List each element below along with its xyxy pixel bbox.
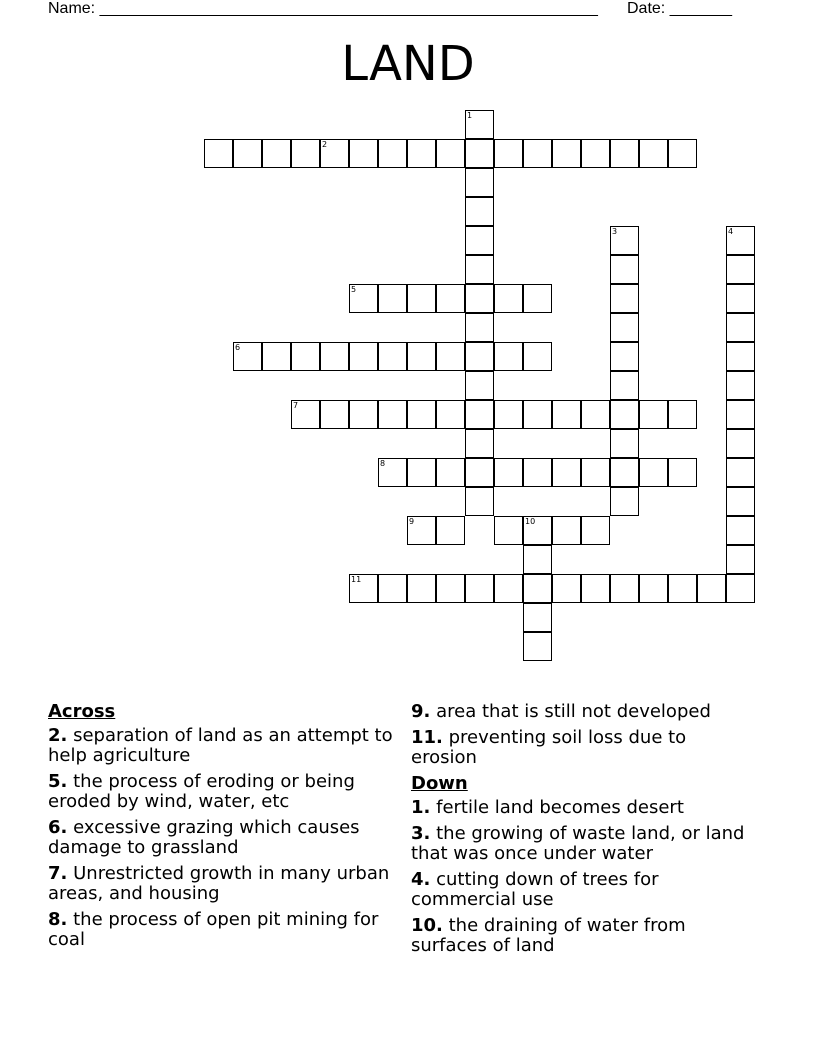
clue-across-5: 5. the process of eroding or being eroded by wind, water, etc [48,771,355,812]
grid-cell[interactable] [407,400,436,429]
across-heading: Across [48,701,116,722]
grid-cell[interactable] [726,487,755,516]
clue-number: 1 [467,111,473,120]
grid-cell[interactable] [610,342,639,371]
clue-down-1: 1. fertile land becomes desert [411,797,684,818]
grid-cell[interactable] [465,458,494,487]
grid-cell[interactable] [436,400,465,429]
clues-right-column [411,702,756,962]
grid-cell[interactable] [523,284,552,313]
grid-cell[interactable] [610,429,639,458]
grid-cell[interactable] [465,139,494,168]
grid-cell[interactable] [523,545,552,574]
grid-cell[interactable] [668,400,697,429]
grid-cell[interactable] [465,284,494,313]
grid-cell[interactable] [291,400,320,429]
grid-cell[interactable] [581,458,610,487]
clue-down-4: 4. cutting down of trees for commercial use [411,869,659,910]
grid-cell[interactable] [726,226,755,255]
down-heading: Down [411,773,468,794]
grid-cell[interactable] [465,255,494,284]
grid-cell[interactable] [494,139,523,168]
grid-cell[interactable] [349,400,378,429]
grid-cell[interactable] [610,255,639,284]
grid-cell[interactable] [436,139,465,168]
grid-cell[interactable] [610,400,639,429]
grid-cell[interactable] [494,342,523,371]
grid-cell[interactable] [349,139,378,168]
clue-across-2: 2. separation of land as an attempt to help agriculture [48,725,393,766]
grid-cell[interactable] [639,574,668,603]
grid-cell[interactable] [436,342,465,371]
grid-cell[interactable] [726,400,755,429]
grid-cell[interactable] [581,139,610,168]
grid-cell[interactable] [378,400,407,429]
clue-number: 2 [322,140,328,149]
grid-cell[interactable] [465,400,494,429]
grid-cell[interactable] [668,458,697,487]
clue-across-7: 7. Unrestricted growth in many urban areas, and housing [48,863,390,904]
grid-cell[interactable] [726,516,755,545]
grid-cell[interactable] [494,284,523,313]
grid-cell[interactable] [320,400,349,429]
grid-cell[interactable] [436,516,465,545]
grid-cell[interactable] [668,139,697,168]
grid-cell[interactable] [523,574,552,603]
grid-cell[interactable] [465,371,494,400]
grid-cell[interactable] [639,139,668,168]
clue-number: 3 [612,227,618,236]
grid-cell[interactable] [378,458,407,487]
grid-cell[interactable] [233,139,262,168]
grid-cell[interactable] [639,458,668,487]
grid-cell[interactable] [349,284,378,313]
clue-number: 8 [380,459,386,468]
grid-cell[interactable] [436,284,465,313]
grid-cell[interactable] [465,168,494,197]
clue-number: 10 [525,517,536,526]
clue-number: 9 [409,517,415,526]
grid-cell[interactable] [697,574,726,603]
clue-number: 7 [293,401,299,410]
grid-cell[interactable] [726,313,755,342]
grid-cell[interactable] [349,342,378,371]
grid-cell[interactable] [523,603,552,632]
grid-cell[interactable] [726,429,755,458]
grid-cell[interactable] [407,284,436,313]
grid-cell[interactable] [523,139,552,168]
grid-cell[interactable] [552,139,581,168]
grid-cell[interactable] [407,574,436,603]
clue-across-11: 11. preventing soil loss due to erosion [411,727,687,768]
grid-cell[interactable] [610,371,639,400]
grid-cell[interactable] [726,574,755,603]
grid-cell[interactable] [639,400,668,429]
grid-cell[interactable] [465,342,494,371]
grid-cell[interactable] [407,458,436,487]
clue-down-10: 10. the draining of water from surfaces of land [411,915,686,956]
grid-cell[interactable] [465,574,494,603]
grid-cell[interactable] [378,139,407,168]
grid-cell[interactable] [610,458,639,487]
grid-cell[interactable] [552,574,581,603]
clue-number: 11 [351,575,362,584]
clue-number: 4 [728,227,734,236]
grid-cell[interactable] [494,400,523,429]
grid-cell[interactable] [320,139,349,168]
grid-cell[interactable] [436,458,465,487]
puzzle-title: LAND [341,36,475,92]
grid-cell[interactable] [581,516,610,545]
grid-cell[interactable] [378,342,407,371]
grid-cell[interactable] [407,516,436,545]
grid-cell[interactable] [610,284,639,313]
clue-down-3: 3. the growing of waste land, or land that was once under water [411,823,745,864]
grid-cell[interactable] [407,342,436,371]
clues-left-column [48,702,393,956]
grid-cell[interactable] [465,429,494,458]
grid-cell[interactable] [610,574,639,603]
grid-cell[interactable] [523,400,552,429]
grid-cell[interactable] [494,516,523,545]
clue-number: 5 [351,285,357,294]
grid-cell[interactable] [436,574,465,603]
grid-cell[interactable] [552,516,581,545]
grid-cell[interactable] [726,284,755,313]
grid-cell[interactable] [581,400,610,429]
grid-cell[interactable] [407,139,436,168]
grid-cell[interactable] [262,342,291,371]
grid-cell[interactable] [204,139,233,168]
name-field: Name: ________________________________________________________ [48,0,598,17]
grid-cell[interactable] [465,110,494,139]
date-field: Date: _______ [627,0,732,17]
grid-cell[interactable] [320,342,349,371]
grid-cell[interactable] [610,487,639,516]
grid-cell[interactable] [494,574,523,603]
grid-cell[interactable] [523,458,552,487]
grid-cell[interactable] [552,400,581,429]
grid-cell[interactable] [726,458,755,487]
grid-cell[interactable] [233,342,262,371]
clue-number: 6 [235,343,241,352]
grid-cell[interactable] [262,139,291,168]
clue-across-6: 6. excessive grazing which causes damage to grassland [48,817,360,858]
grid-cell[interactable] [465,226,494,255]
grid-cell[interactable] [523,516,552,545]
grid-cell[interactable] [610,139,639,168]
grid-cell[interactable] [726,342,755,371]
grid-cell[interactable] [668,574,697,603]
grid-cell[interactable] [552,458,581,487]
grid-cell[interactable] [610,226,639,255]
grid-cell[interactable] [291,342,320,371]
grid-cell[interactable] [465,313,494,342]
grid-cell[interactable] [523,342,552,371]
grid-cell[interactable] [726,545,755,574]
grid-cell[interactable] [581,574,610,603]
grid-cell[interactable] [291,139,320,168]
grid-cell[interactable] [610,313,639,342]
clue-across-9: 9. area that is still not developed [411,701,711,722]
grid-cell[interactable] [378,284,407,313]
grid-cell[interactable] [378,574,407,603]
grid-cell[interactable] [349,574,378,603]
grid-cell[interactable] [726,371,755,400]
grid-cell[interactable] [465,487,494,516]
grid-cell[interactable] [726,255,755,284]
clue-across-8: 8. the process of open pit mining for coal [48,909,379,950]
grid-cell[interactable] [523,632,552,661]
grid-cell[interactable] [494,458,523,487]
grid-cell[interactable] [465,197,494,226]
